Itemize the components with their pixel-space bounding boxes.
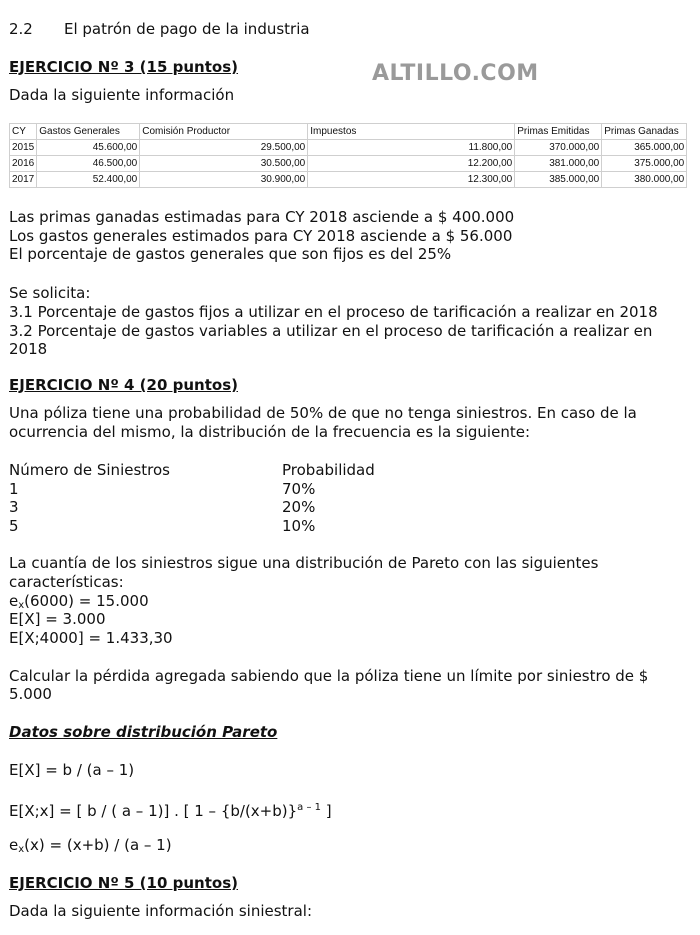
section-number: 2.2 (9, 20, 33, 38)
ex3-paragraph: El porcentaje de gastos generales que son fijos es del 25% (9, 245, 452, 263)
table-cell: 385.000,00 (515, 172, 602, 188)
table-cell: 52.400,00 (37, 172, 140, 188)
ex4-calc: Calcular la pérdida agregada sabiendo que la póliza tiene un límite por siniestro de $ (9, 667, 649, 685)
ex5-intro: Dada la siguiente información siniestral: (9, 902, 313, 920)
table-cell: 365.000,00 (602, 140, 687, 156)
table-header-row (10, 124, 687, 140)
ex3-intro: Dada la siguiente información (9, 86, 235, 104)
pareto-formula: E[X;x] = [ b / ( a – 1)] . [ $1 - \{b/(x+b)\}^{a - 1}$ ] (9, 802, 332, 820)
ex4-heading: EJERCICIO Nº 4 (20 puntos) (9, 376, 238, 394)
table-cell: 46.500,00 (37, 156, 140, 172)
freq-n: 1 (9, 480, 19, 498)
ex3-question: 3.2 Porcentaje de gastos variables a utilizar en el proceso de tarificación a realizar en (9, 322, 653, 340)
ex4-intro: Una póliza tiene una probabilidad de 50% de que no tenga siniestros. En caso de la (9, 404, 637, 422)
table-header-cell: Primas Emitidas (515, 124, 602, 140)
freq-col-prob: Probabilidad (282, 461, 375, 479)
table-cell: 12.200,00 (308, 156, 515, 172)
table-header-cell: CY (10, 124, 37, 140)
watermark-logo: ALTILLO.COM (372, 61, 539, 86)
freq-n: 5 (9, 517, 19, 535)
table-cell: 11.800,00 (308, 140, 515, 156)
ex4-mean-excess: $e_x(6000) = 15.000$ (9, 592, 149, 611)
table-cell: 370.000,00 (515, 140, 602, 156)
table-cell: 30.900,00 (140, 172, 308, 188)
expenses-table (9, 123, 687, 188)
freq-p: 10% (282, 517, 316, 535)
table-header-cell: Impuestos (308, 124, 515, 140)
table-cell: 381.000,00 (515, 156, 602, 172)
ex4-pareto-text: La cuantía de los siniestros sigue una distribución de Pareto con las siguientes (9, 554, 599, 572)
freq-p: 20% (282, 498, 316, 516)
table-header-cell: Gastos Generales (37, 124, 140, 140)
ex4-limited-expected: E[X;4000] = 1.433,30 (9, 629, 173, 647)
table-cell: 12.300,00 (308, 172, 515, 188)
table-row (10, 140, 687, 156)
table-cell: 2017 (10, 172, 37, 188)
freq-n: 3 (9, 498, 19, 516)
ex4-expected: E[X] = 3.000 (9, 610, 106, 628)
section-title: El patrón de pago de la industria (64, 20, 310, 38)
ex3-heading: EJERCICIO Nº 3 (15 puntos) (9, 58, 238, 76)
ex3-question: 3.1 Porcentaje de gastos fijos a utilizar en el proceso de tarificación a realizar en 2018 (9, 303, 658, 321)
ex4-calc: 5.000 (9, 685, 52, 703)
ex5-heading: EJERCICIO Nº 5 (10 puntos) (9, 874, 238, 892)
table-header-cell: Comisión Productor (140, 124, 308, 140)
pareto-formula: E[X] = b / (a – 1) (9, 761, 135, 779)
table-cell: 30.500,00 (140, 156, 308, 172)
pareto-heading: Datos sobre distribución Pareto (9, 723, 278, 741)
freq-col-siniestros: Número de Siniestros (9, 461, 170, 479)
table-cell: 2015 (10, 140, 37, 156)
ex3-paragraph: Los gastos generales estimados para CY 2018 asciende a $ 56.000 (9, 227, 513, 245)
ex3-solicita: Se solicita: (9, 284, 91, 302)
table-cell: 29.500,00 (140, 140, 308, 156)
freq-p: 70% (282, 480, 316, 498)
table-cell: 45.600,00 (37, 140, 140, 156)
table-row (10, 156, 687, 172)
table-cell: 380.000,00 (602, 172, 687, 188)
ex3-question: 2018 (9, 340, 48, 358)
pareto-formula: $e_x(x) = (x+b) / (a - 1)$ (9, 836, 172, 855)
ex4-pareto-text: características: (9, 573, 124, 591)
table-header-cell: Primas Ganadas (602, 124, 687, 140)
table-row (10, 172, 687, 188)
ex3-paragraph: Las primas ganadas estimadas para CY 2018 asciende a $ 400.000 (9, 208, 515, 226)
ex4-intro: ocurrencia del mismo, la distribución de la frecuencia es la siguiente: (9, 423, 531, 441)
table-cell: 375.000,00 (602, 156, 687, 172)
table-cell: 2016 (10, 156, 37, 172)
